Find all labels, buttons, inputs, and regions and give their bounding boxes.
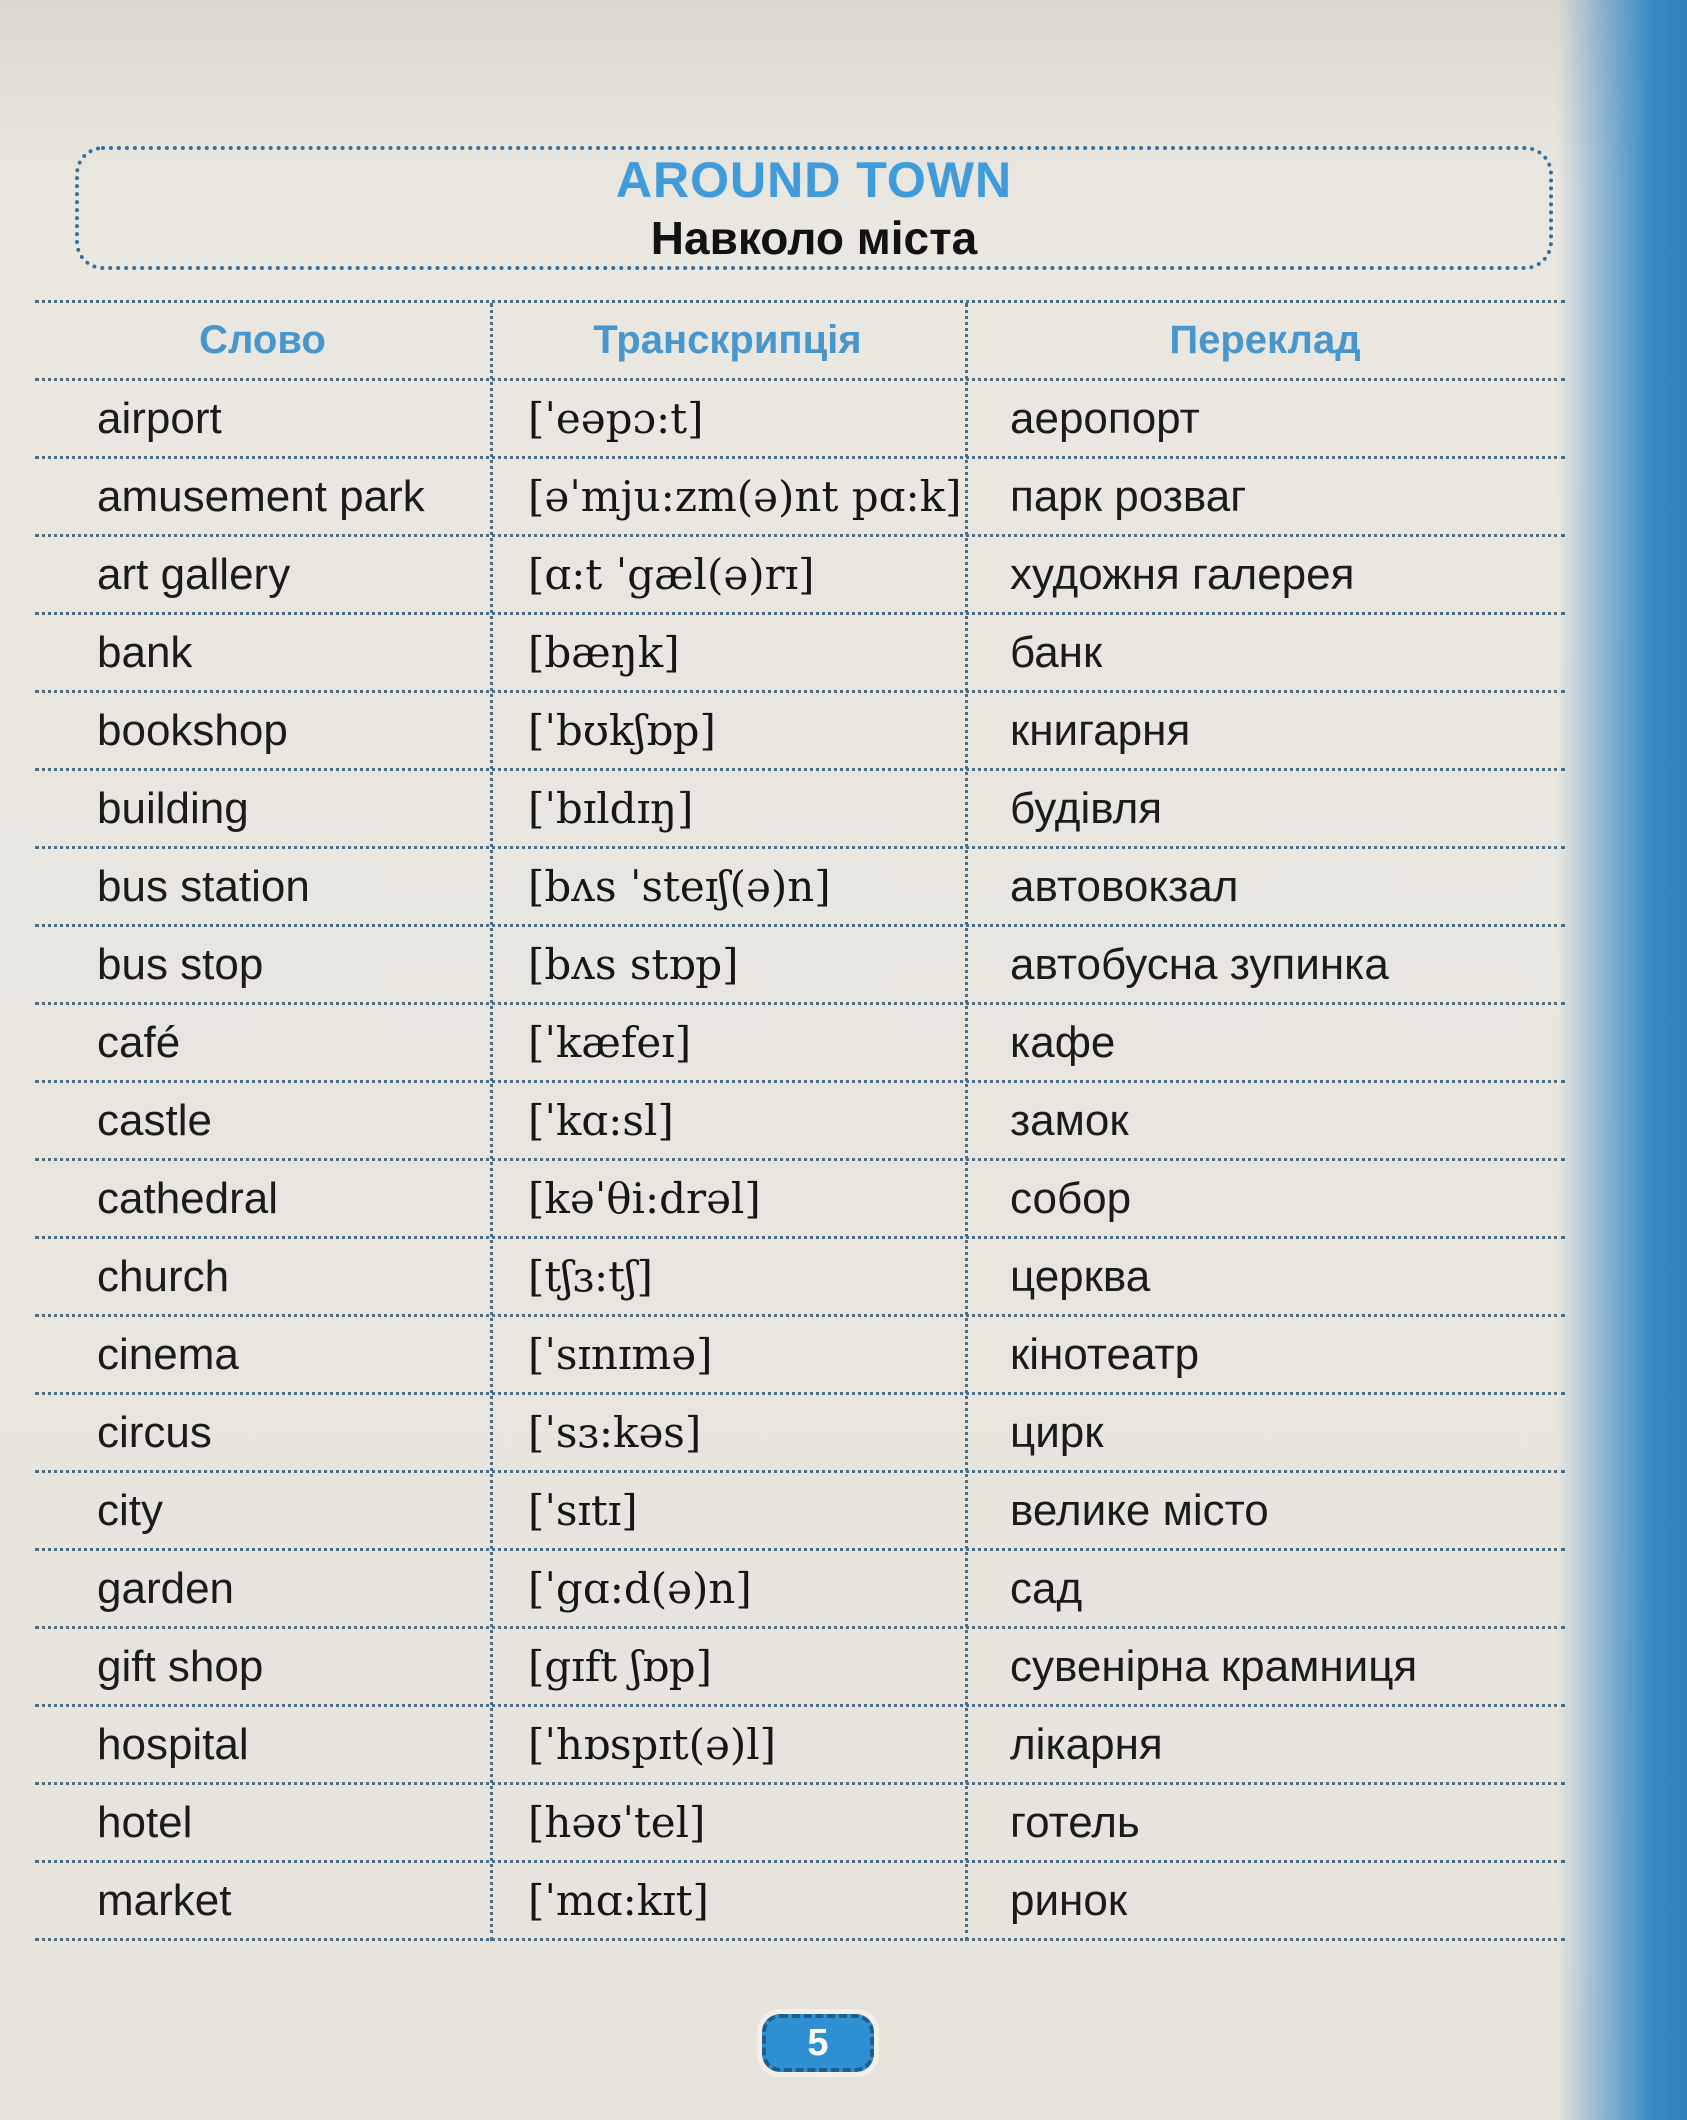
- word-cell: building: [97, 783, 249, 833]
- word-cell: cinema: [97, 1329, 239, 1379]
- transcription-cell: [ɑ:t ˈgæl(ə)rɪ]: [528, 550, 815, 599]
- word-cell: market: [97, 1875, 232, 1925]
- vocabulary-table: [35, 300, 1565, 1941]
- translation-cell: будівля: [1010, 783, 1163, 833]
- word-cell: bookshop: [97, 705, 288, 755]
- word-cell: bus station: [97, 861, 310, 911]
- chapter-title-ukrainian: Навколо міста: [650, 212, 978, 264]
- book-edge-band: [1557, 0, 1687, 2120]
- table-row: [35, 459, 1565, 537]
- word-cell: bank: [97, 627, 193, 677]
- translation-cell: книгарня: [1010, 705, 1191, 755]
- table-row: [35, 693, 1565, 771]
- transcription-cell: [ˈsɪtɪ]: [528, 1486, 638, 1535]
- transcription-cell: [kəˈθi:drəl]: [528, 1174, 761, 1223]
- transcription-cell: [bæŋk]: [528, 628, 680, 677]
- column-divider-2: [965, 303, 968, 1941]
- translation-cell: собор: [1010, 1173, 1132, 1223]
- word-cell: café: [97, 1017, 181, 1067]
- transcription-cell: [həʊˈtel]: [528, 1798, 706, 1847]
- column-header-translation: Переклад: [1169, 318, 1361, 362]
- translation-cell: ринок: [1010, 1875, 1128, 1925]
- table-row: [35, 849, 1565, 927]
- table-row: [35, 771, 1565, 849]
- table-row: [35, 1551, 1565, 1629]
- word-cell: gift shop: [97, 1641, 264, 1691]
- translation-cell: автовокзал: [1010, 861, 1239, 911]
- table-row: [35, 927, 1565, 1005]
- transcription-cell: [ˈmɑ:kɪt]: [528, 1876, 709, 1925]
- word-cell: art gallery: [97, 549, 291, 599]
- transcription-cell: [ˈeəpɔ:t]: [528, 394, 704, 443]
- table-row: [35, 1473, 1565, 1551]
- table-row: [35, 1863, 1565, 1941]
- word-cell: cathedral: [97, 1173, 279, 1223]
- transcription-cell: [bʌs ˈsteɪʃ(ə)n]: [528, 862, 831, 911]
- translation-cell: сад: [1010, 1563, 1083, 1613]
- transcription-cell: [ˈgɑ:d(ə)n]: [528, 1564, 752, 1613]
- translation-cell: аеропорт: [1010, 393, 1200, 443]
- translation-cell: автобусна зупинка: [1010, 939, 1389, 989]
- table-row: [35, 537, 1565, 615]
- transcription-cell: [ˈbʊkʃɒp]: [528, 706, 716, 755]
- table-row: [35, 1005, 1565, 1083]
- word-cell: hotel: [97, 1797, 193, 1847]
- column-header-transcription: Транскрипція: [593, 318, 862, 362]
- word-cell: hospital: [97, 1719, 249, 1769]
- translation-cell: кінотеатр: [1010, 1329, 1200, 1379]
- word-cell: city: [97, 1485, 163, 1535]
- table-row: [35, 1395, 1565, 1473]
- table-row: [35, 1239, 1565, 1317]
- table-row: [35, 1317, 1565, 1395]
- translation-cell: готель: [1010, 1797, 1140, 1847]
- transcription-cell: [əˈmju:zm(ə)nt pɑ:k]: [528, 472, 962, 521]
- translation-cell: велике місто: [1010, 1485, 1269, 1535]
- table-row: [35, 1707, 1565, 1785]
- transcription-cell: [ˈsɜ:kəs]: [528, 1408, 702, 1457]
- translation-cell: парк розваг: [1010, 471, 1247, 521]
- translation-cell: сувенірна крамниця: [1010, 1641, 1418, 1691]
- translation-cell: лікарня: [1010, 1719, 1163, 1769]
- translation-cell: церква: [1010, 1251, 1151, 1301]
- column-divider-1: [490, 303, 493, 1941]
- page-number-badge: [762, 2014, 874, 2072]
- translation-cell: банк: [1010, 627, 1103, 677]
- word-cell: amusement park: [97, 471, 425, 521]
- translation-cell: цирк: [1010, 1407, 1104, 1457]
- translation-cell: художня галерея: [1010, 549, 1355, 599]
- transcription-cell: [ˈsɪnɪmə]: [528, 1330, 713, 1379]
- word-cell: bus stop: [97, 939, 264, 989]
- word-cell: airport: [97, 393, 222, 443]
- transcription-cell: [ˈkɑ:sl]: [528, 1096, 674, 1145]
- transcription-cell: [bʌs stɒp]: [528, 940, 739, 989]
- table-row: [35, 1785, 1565, 1863]
- transcription-cell: [gɪft ʃɒp]: [528, 1642, 713, 1691]
- table-row: [35, 1161, 1565, 1239]
- table-row: [35, 381, 1565, 459]
- chapter-title-english: AROUND TOWN: [615, 152, 1013, 208]
- word-cell: garden: [97, 1563, 235, 1613]
- transcription-cell: [ˈhɒspɪt(ə)l]: [528, 1720, 777, 1769]
- table-row: [35, 1083, 1565, 1161]
- translation-cell: кафе: [1010, 1017, 1116, 1067]
- table-row: [35, 1629, 1565, 1707]
- word-cell: circus: [97, 1407, 212, 1457]
- transcription-cell: [ˈkæfeɪ]: [528, 1018, 692, 1067]
- transcription-cell: [tʃɜ:tʃ]: [528, 1252, 653, 1301]
- transcription-cell: [ˈbɪldɪŋ]: [528, 784, 694, 833]
- vocab-table-body: [35, 381, 1565, 1941]
- column-header-word: Слово: [199, 318, 326, 362]
- table-row: [35, 615, 1565, 693]
- page-number: 5: [807, 2021, 829, 2064]
- translation-cell: замок: [1010, 1095, 1129, 1145]
- word-cell: castle: [97, 1095, 212, 1145]
- chapter-title-box: [75, 146, 1553, 270]
- word-cell: church: [97, 1251, 230, 1301]
- table-header-row: [35, 303, 1565, 381]
